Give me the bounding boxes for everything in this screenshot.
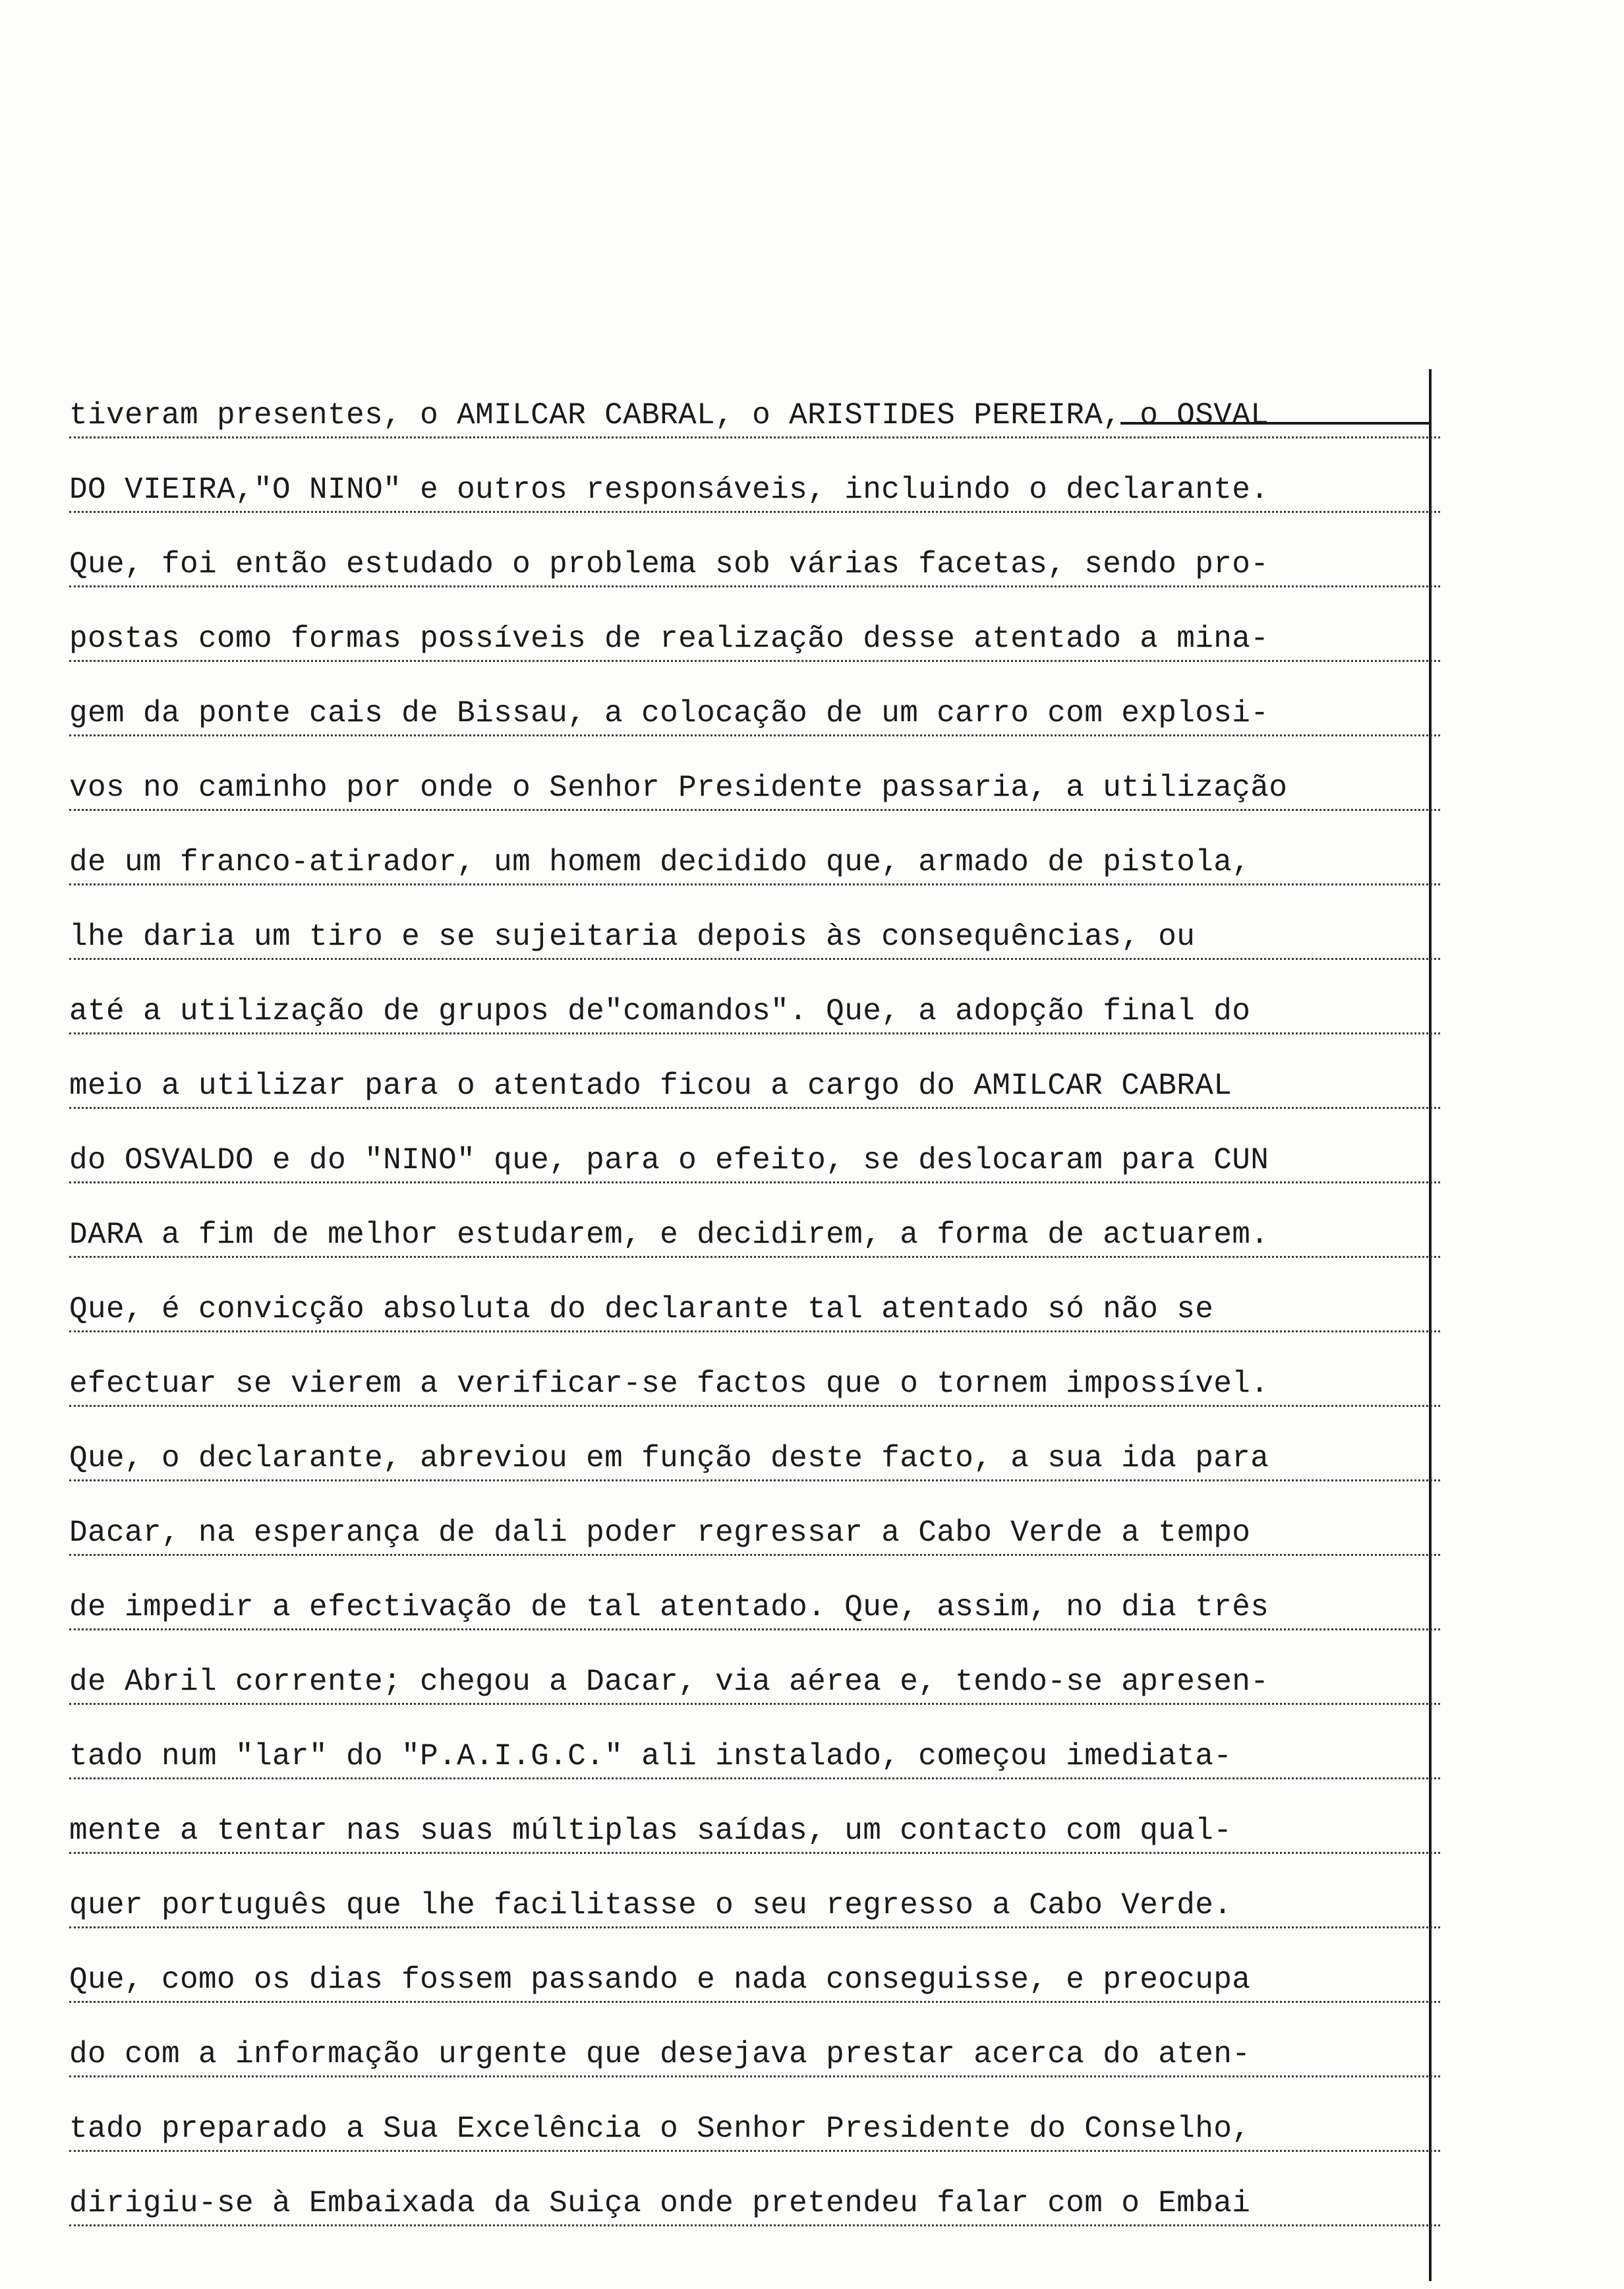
text-line-1: tiveram presentes, o AMILCAR CABRAL, o ARISTIDES PEREIRA, o OSVAL (69, 396, 1440, 470)
text-line-25: dirigiu-se à Embaixada da Suiça onde pretendeu falar com o Embai (69, 2184, 1440, 2258)
text-line-16: Dacar, na esperança de dali poder regressar a Cabo Verde a tempo (69, 1513, 1440, 1588)
text-line-9: até a utilização de grupos de"comandos". Que, a adopção final do (69, 992, 1440, 1066)
text-line-8: lhe daria um tiro e se sujeitaria depois às consequências, ou (69, 917, 1440, 992)
text-line-11: do OSVALDO e do "NINO" que, para o efeito, se deslocaram para CUN (69, 1141, 1440, 1215)
text-line-12: DARA a fim de melhor estudarem, e decidirem, a forma de actuarem. (69, 1215, 1440, 1290)
text-line-5: gem da ponte cais de Bissau, a colocação de um carro com explosi- (69, 694, 1440, 768)
text-line-24: tado preparado a Sua Excelência o Senhor Presidente do Conselho, (69, 2109, 1440, 2184)
text-line-2: DO VIEIRA,"O NINO" e outros responsáveis, incluindo o declarante. (69, 470, 1440, 545)
text-line-21: quer português que lhe facilitasse o seu regresso a Cabo Verde. (69, 1886, 1440, 1960)
text-line-13: Que, é convicção absoluta do declarante tal atentado só não se (69, 1290, 1440, 1364)
text-line-17: de impedir a efectivação de tal atentado. Que, assim, no dia três (69, 1588, 1440, 1662)
text-line-18: de Abril corrente; chegou a Dacar, via aérea e, tendo-se apresen- (69, 1662, 1440, 1737)
text-line-15: Que, o declarante, abreviou em função deste facto, a sua ida para (69, 1439, 1440, 1513)
typewritten-text (69, 396, 1440, 2258)
text-line-22: Que, como os dias fossem passando e nada conseguisse, e preocupa (69, 1960, 1440, 2035)
text-line-14: efectuar se vierem a verificar-se factos que o tornem impossível. (69, 1364, 1440, 1439)
text-line-20: mente a tentar nas suas múltiplas saídas, um contacto com qual- (69, 1811, 1440, 1886)
text-line-19: tado num "lar" do "P.A.I.G.C." ali instalado, começou imediata- (69, 1737, 1440, 1811)
text-line-7: de um franco-atirador, um homem decidido que, armado de pistola, (69, 843, 1440, 917)
text-line-4: postas como formas possíveis de realização desse atentado a mina- (69, 619, 1440, 694)
text-line-10: meio a utilizar para o atentado ficou a cargo do AMILCAR CABRAL (69, 1066, 1440, 1141)
text-line-6: vos no caminho por onde o Senhor Presidente passaria, a utilização (69, 768, 1440, 843)
text-line-3: Que, foi então estudado o problema sob várias facetas, sendo pro- (69, 545, 1440, 619)
text-line-23: do com a informação urgente que desejava prestar acerca do aten- (69, 2035, 1440, 2109)
